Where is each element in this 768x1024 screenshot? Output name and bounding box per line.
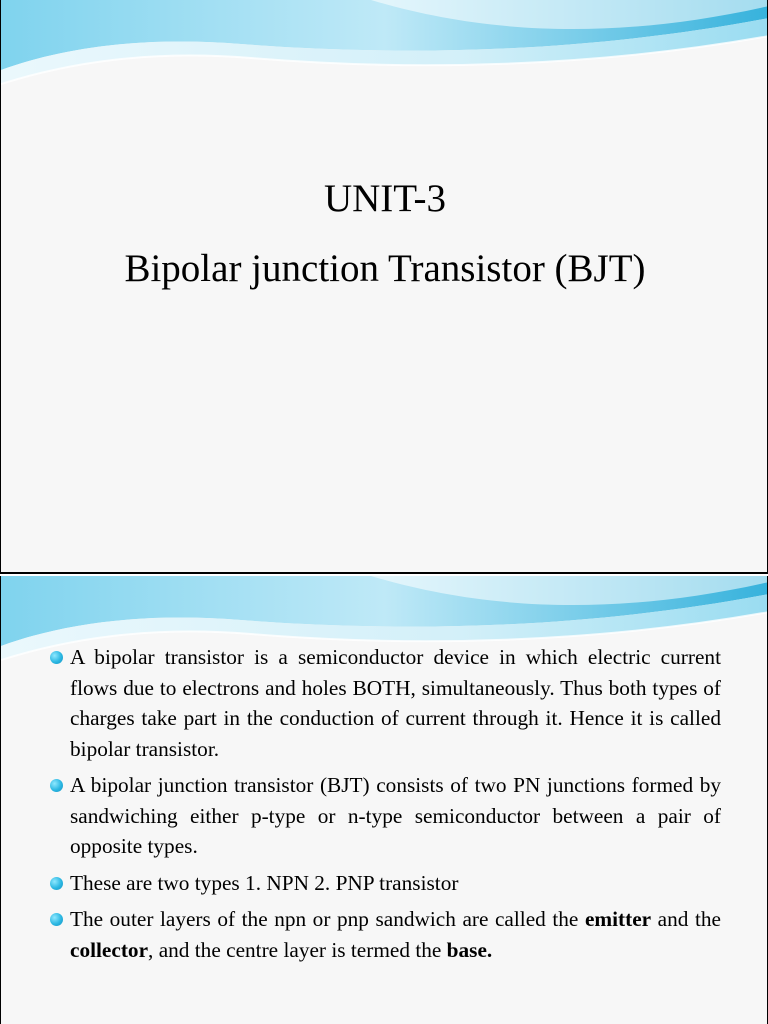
bullet-dot-icon — [50, 779, 63, 792]
list-item — [41, 770, 721, 862]
content-slide — [0, 576, 768, 1024]
term-base: base. — [446, 937, 493, 962]
bullet-text: A bipolar junction transistor (BJT) consists of two PN junctions formed by sandwiching either p-type or n-type semiconductor between a pair of opposite types. — [70, 773, 721, 858]
bullet-text-part: The outer layers of the npn or pnp sandwich are called the — [70, 907, 585, 931]
slide-title — [1, 176, 768, 316]
bullet-text: These are two types 1. NPN 2. PNP transistor — [70, 870, 459, 895]
bullet-dot-icon — [50, 651, 63, 664]
term-emitter: emitter — [584, 907, 652, 931]
list-item — [41, 904, 721, 965]
bullet-text-part: , and the centre layer is termed the — [148, 937, 447, 962]
bullet-dot-icon — [50, 913, 63, 926]
list-item — [41, 868, 721, 899]
list-item — [41, 642, 721, 764]
bullet-list — [41, 642, 721, 971]
title-unit: UNIT-3 — [323, 177, 447, 220]
bullet-dot-icon — [50, 877, 63, 890]
term-collector: collector — [70, 937, 149, 962]
bullet-text: A bipolar transistor is a semiconductor device in which electric current flows due to electrons and holes BOTH, simultaneously. Thus both types of charges take part in the conduction of current through it. Hence it is called bipolar transistor. — [70, 645, 721, 761]
wave-header-decoration — [1, 0, 768, 90]
bullet-text-part: and the — [651, 907, 721, 931]
title-topic: Bipolar junction Transistor (BJT) — [124, 247, 646, 290]
